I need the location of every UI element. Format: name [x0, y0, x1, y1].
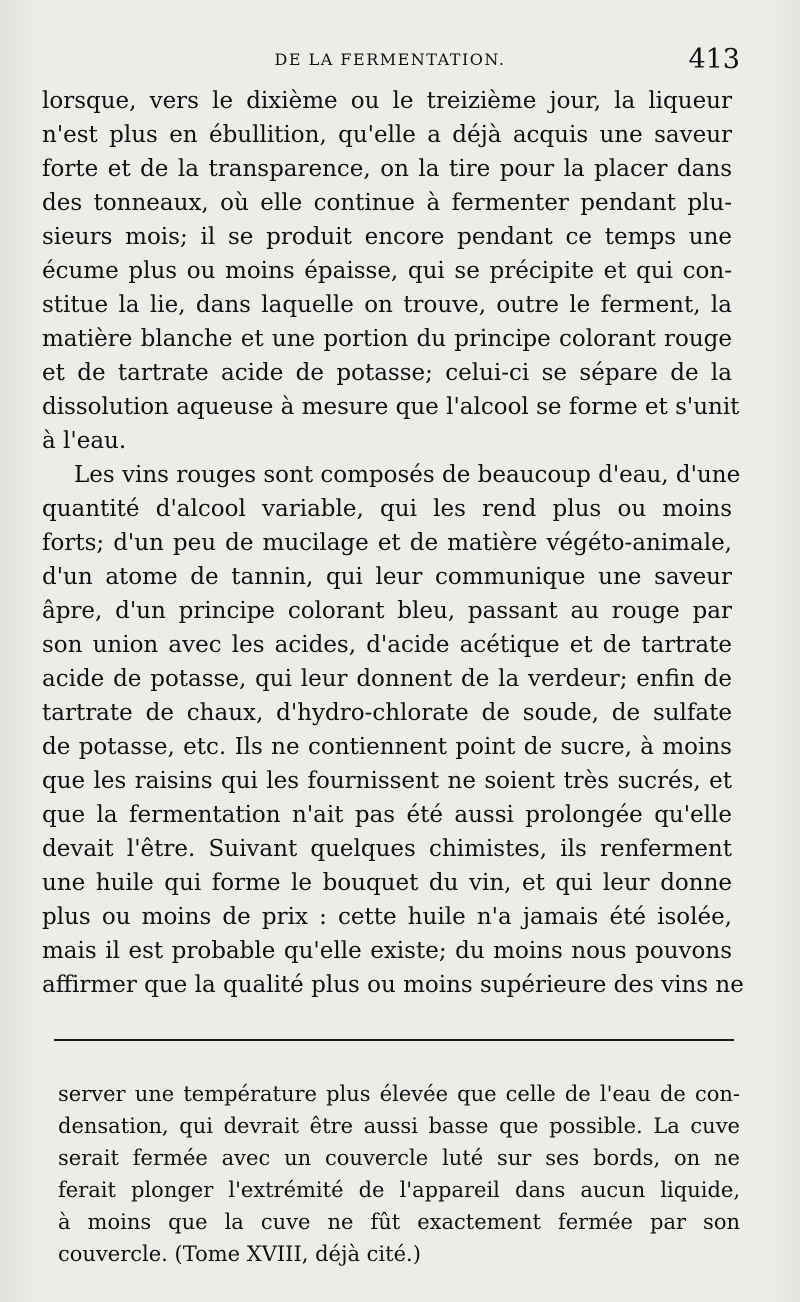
text-line: n'est plus en ébullition, qu'elle a déjà acquis une saveur	[42, 122, 732, 148]
paragraph-start-line: Les vins rouges sont composés de beaucoup d'eau, d'une	[74, 462, 741, 488]
footnote-line: à moins que la cuve ne fût exactement fermée par son	[58, 1210, 740, 1234]
text-line: quantité d'alcool variable, qui les rend plus ou moins	[42, 496, 732, 522]
text-line: de potasse, etc. Ils ne contiennent point de sucre, à moins	[42, 734, 732, 760]
text-line: plus ou moins de prix : cette huile n'a jamais été isolée,	[42, 904, 732, 930]
footnote-line: serait fermée avec un couvercle luté sur ses bords, on ne	[58, 1146, 740, 1170]
text-line: âpre, d'un principe colorant bleu, passant au rouge par	[42, 598, 732, 624]
text-line: une huile qui forme le bouquet du vin, et qui leur donne	[42, 870, 732, 896]
text-line: que les raisins qui les fournissent ne soient très sucrés, et	[42, 768, 732, 794]
text-line: lorsque, vers le dixième ou le treizième jour, la liqueur	[42, 88, 732, 114]
text-line: acide de potasse, qui leur donnent de la verdeur; enfin de	[42, 666, 732, 692]
footnote-line: server une température plus élevée que celle de l'eau de con-	[58, 1082, 740, 1106]
footnote-line: densation, qui devrait être aussi basse que possible. La cuve	[58, 1114, 740, 1138]
text-line: d'un atome de tannin, qui leur communique une saveur	[42, 564, 732, 590]
text-line: son union avec les acides, d'acide acétique et de tartrate	[42, 632, 732, 658]
footnote	[58, 1078, 740, 1270]
text-line: affirmer que la qualité plus ou moins supérieure des vins ne	[42, 972, 744, 998]
running-title: DE LA FERMENTATION.	[274, 50, 506, 69]
text-line: écume plus ou moins épaisse, qui se précipite et qui con-	[42, 258, 732, 284]
footnote-line: couvercle. (Tome XVIII, déjà cité.)	[58, 1242, 421, 1266]
text-line: matière blanche et une portion du principe colorant rouge	[42, 326, 732, 352]
running-head	[40, 44, 740, 78]
text-line: dissolution aqueuse à mesure que l'alcool se forme et s'unit	[42, 394, 740, 420]
text-line: et de tartrate acide de potasse; celui-ci se sépare de la	[42, 360, 732, 386]
text-line: sieurs mois; il se produit encore pendant ce temps une	[42, 224, 732, 250]
text-line: mais il est probable qu'elle existe; du moins nous pouvons	[42, 938, 732, 964]
page-number: 413	[688, 44, 740, 75]
text-line: forts; d'un peu de mucilage et de matière végéto-animale,	[42, 530, 732, 556]
main-text	[42, 84, 744, 1002]
text-line: tartrate de chaux, d'hydro-chlorate de soude, de sulfate	[42, 700, 732, 726]
text-line: forte et de la transparence, on la tire pour la placer dans	[42, 156, 732, 182]
text-line: à l'eau.	[42, 428, 127, 454]
text-line: devait l'être. Suivant quelques chimistes, ils renferment	[42, 836, 732, 862]
footnote-rule	[54, 1039, 734, 1041]
footnote-line: ferait plonger l'extrémité de l'appareil dans aucun liquide,	[58, 1178, 740, 1202]
text-line: stitue la lie, dans laquelle on trouve, outre le ferment, la	[42, 292, 732, 318]
text-line: que la fermentation n'ait pas été aussi prolongée qu'elle	[42, 802, 732, 828]
text-line: des tonneaux, où elle continue à fermenter pendant plu-	[42, 190, 732, 216]
